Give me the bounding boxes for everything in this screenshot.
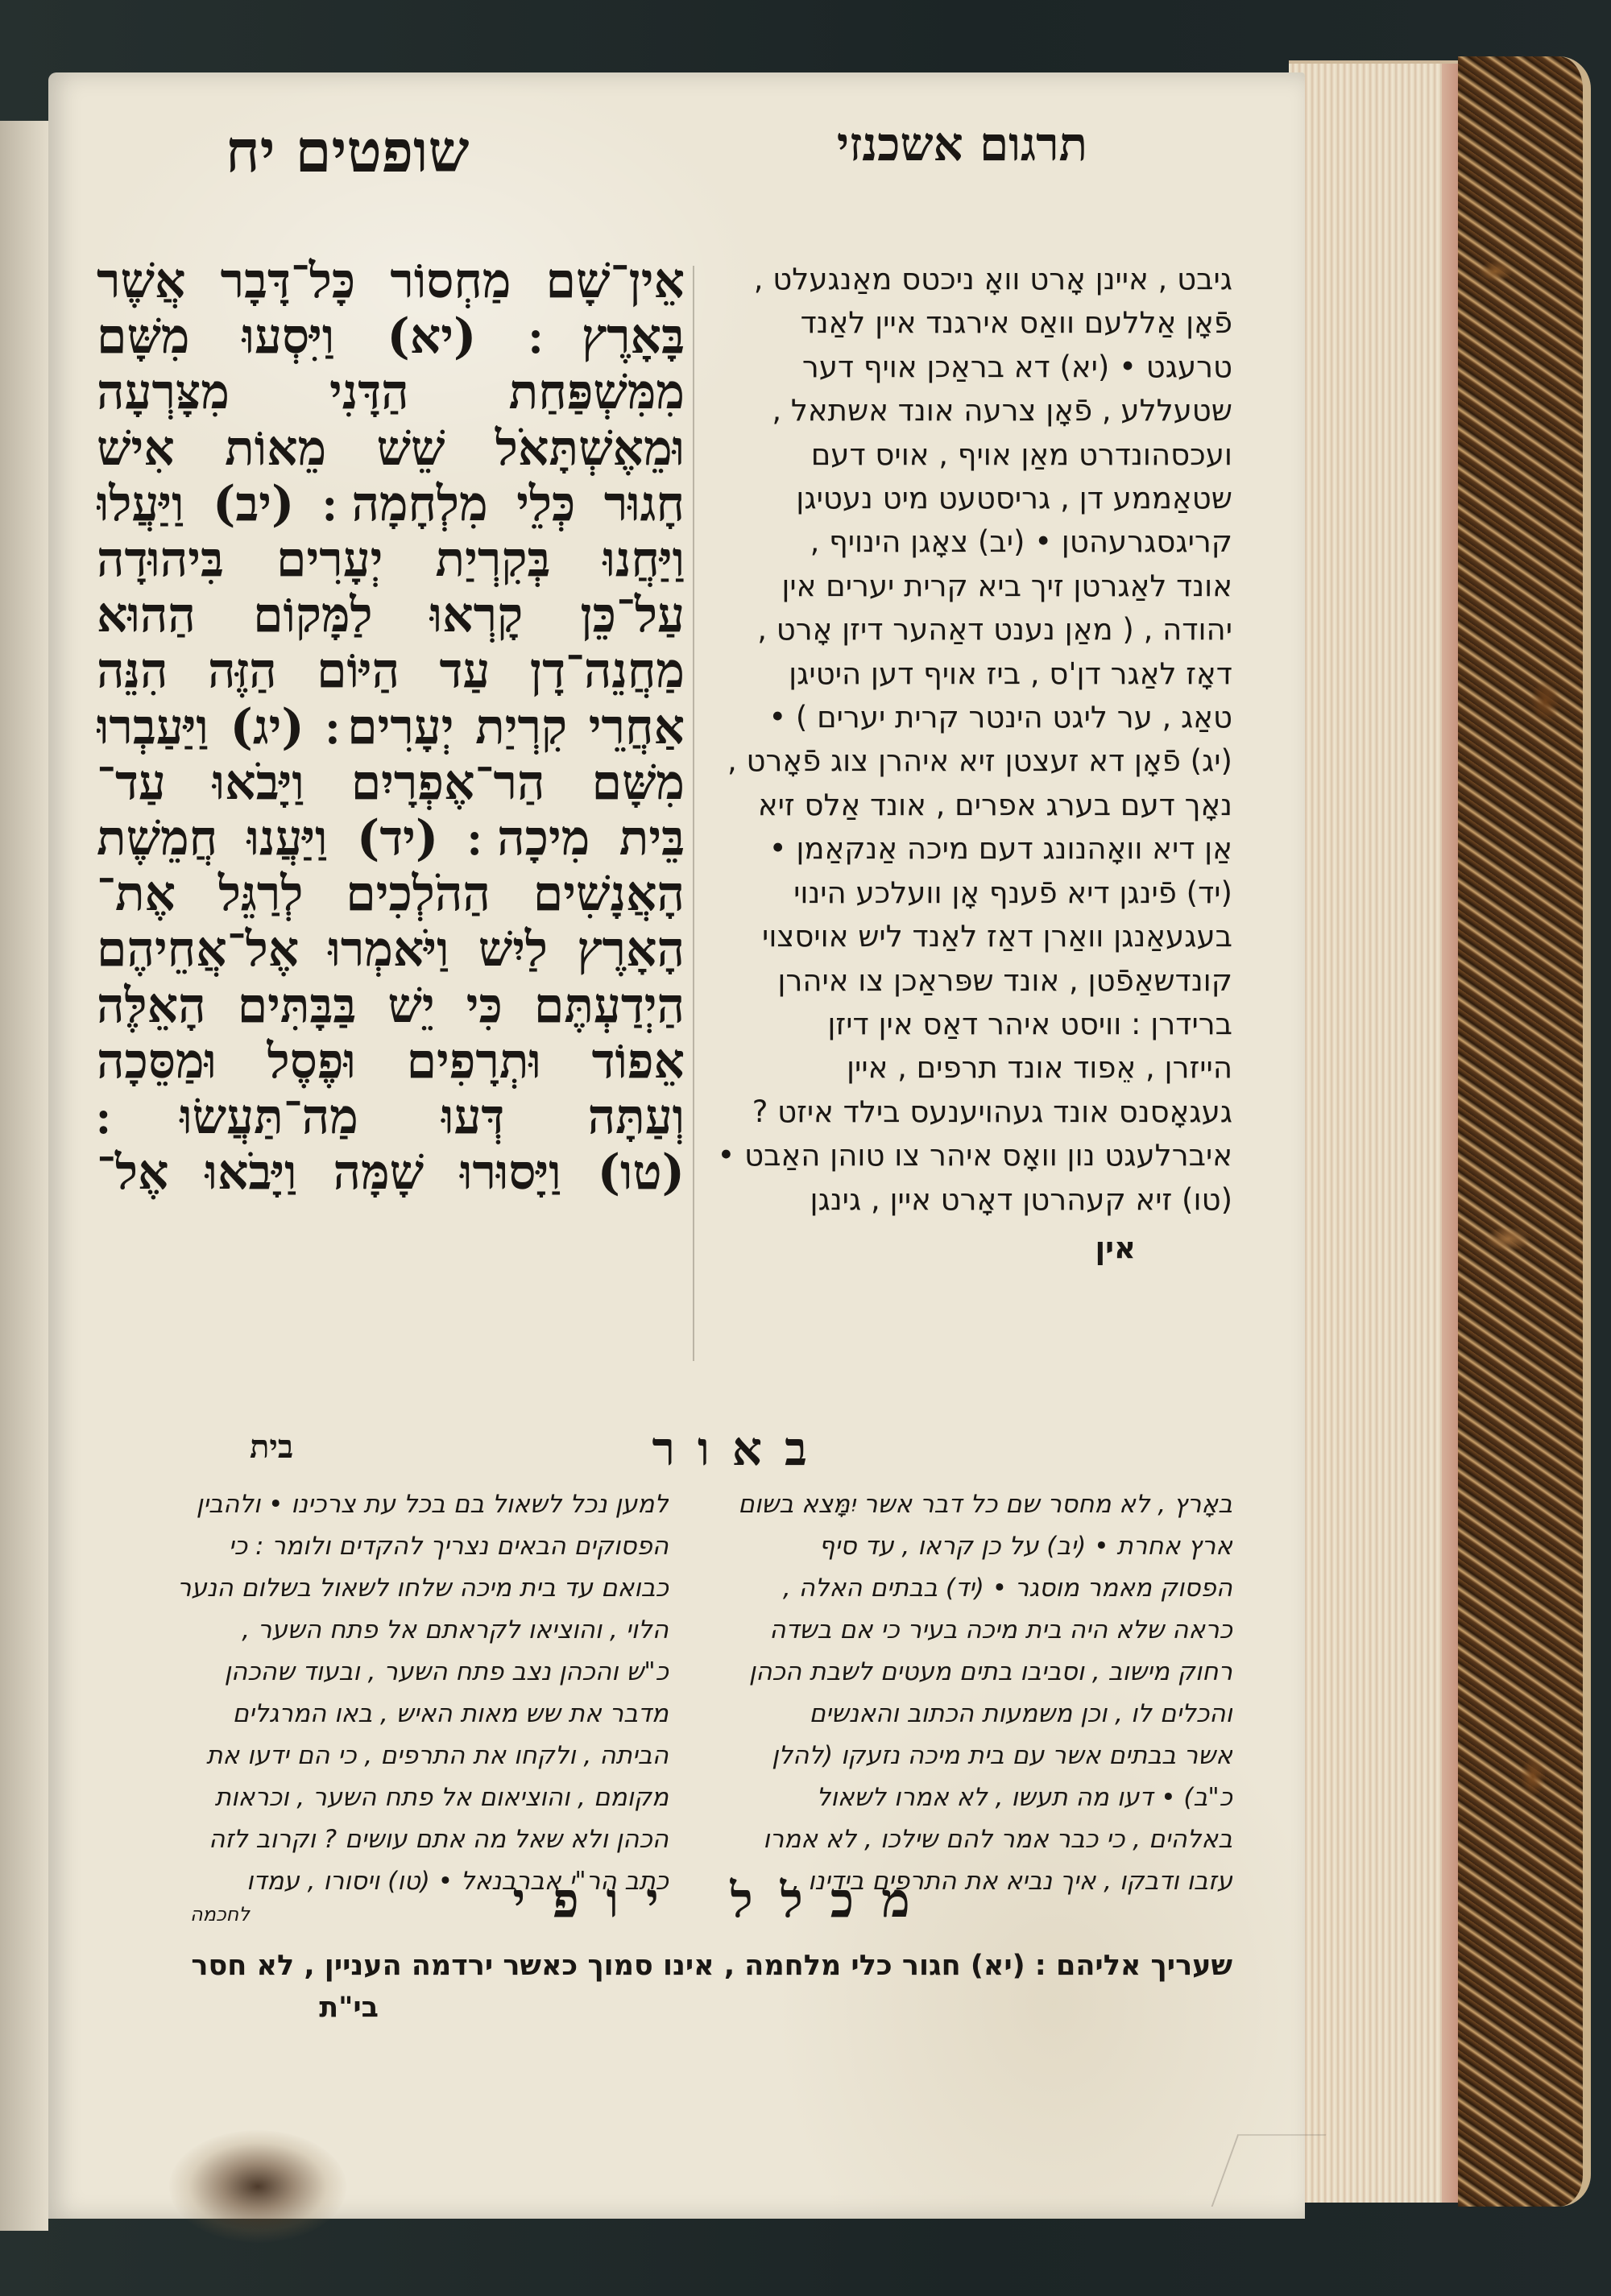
commentary-line: באָרץ , לא מחסר שם כל דבר אשר יִמָּצא בשום [738,1490,1232,1519]
translation-line: (יד) פֿינגן דיא פֿענף אָן וועלכע הינוי [793,875,1232,910]
commentary-line: כראה שלא היה בית מיכה בעיר כי אם בשדה [769,1615,1232,1644]
commentary-line: למען נכל לשאול בם בכל עת צרכינו • ולהבין [196,1490,669,1519]
hebrew-line: וּמֵאֶשְׁתָּאֹל שֵׁשׁ מֵאוֹת אִישׁ [97,420,685,477]
ink-stain [169,2130,346,2243]
hebrew-line: אַחֲרֵי קִרְיַת יְעָרִים ׃ (יג) וַיַּעַבְרוּ [97,699,685,755]
commentary-line: כ"ב) • דעו מה תעשו , לא אמרו לשאול [816,1783,1232,1812]
hebrew-text-column [97,254,685,1201]
hebrew-line: מַחֲנֵה־דָן עַד הַיּוֹם הַזֶּה הִנֵּה [97,643,685,700]
commentary-signature: לחכמה [190,1903,250,1926]
michlal-yofi-title: מכלל יופי [512,1872,938,1929]
translation-line: (טו) זיא קעהרטן דאָרט איין , גינגן [810,1181,1232,1217]
column-divider [693,266,694,1361]
running-header-left: שופטים יח [226,117,470,185]
commentary-line: רחוק מישוב , וסביבו בתים מעטים לשבת הכהן [748,1657,1232,1686]
running-header [97,117,1257,189]
translation-line: גיבט , איינן אָרט וואָ ניכטס מאַנגעלט , [753,262,1232,296]
running-header-right: תרגום אשכנזי [836,117,1087,172]
commentary-catchword: בית [250,1428,294,1466]
commentary-left-column [105,1483,669,1926]
michlal-yofi-text [121,1945,1232,2029]
translation-line: ברידרן : וויסט איהר דאַס אין דיזן [827,1006,1232,1041]
translation-column [677,258,1232,1270]
commentary-line: הפסוקים הבאים נצריך להקדים ולומר : כי [228,1532,669,1561]
commentary-line: מדבר את שש מאות האיש , באו המרגלים [232,1699,669,1728]
translation-line: נאָך דעם בערג אפרים , אונד אַלס זיא [757,787,1232,822]
commentary-line: ארץ אחרת • (יב) על כן קראו , עד סיף [818,1532,1232,1561]
hebrew-line: בָּאָרֶץ ׃ (יא) וַיִּסְעוּ מִשָּׁם [97,309,685,366]
commentary-line: הפסוק מאמר מוסגר • (יד) בבתים האלה , [782,1574,1232,1603]
translation-line: הייזרן , אֵפוד אונד תרפים , איין [846,1050,1232,1086]
translation-line: טרעגט • (יא) דא בראַכן אויף דער [801,349,1232,384]
commentary-line: כ"ש והכהן נצב פתח השער , ובעוד שהכהן [224,1657,669,1686]
hebrew-line: הָאָרֶץ לַיִשׁ וַיֹּאמְרוּ אֶל־אֲחֵיהֶם [97,922,685,978]
hebrew-line: הַיְדַעְתֶּם כִּי יֵשׁ בַּבָּתִּים הָאֵלֶּה [97,978,685,1034]
hebrew-line: בֵּית מִיכָה ׃ (יד) וַיַּעֲנוּ חֲמֵשֶׁת [97,811,685,867]
translation-catchword: אין [1095,1230,1136,1265]
hebrew-line: עַל־כֵּן קָרְאוּ לַמָּקוֹם הַהוּא [97,588,685,644]
book-page [48,72,1305,2219]
translation-line: געגאָסנס אונד געהויענעס בילד איזט ? [752,1094,1232,1129]
commentary-header [97,1421,1232,1478]
commentary-title: באור [652,1421,830,1476]
translation-line: קריגסגרעהטן • (יב) צאָגן הינויף , [810,524,1232,560]
translation-line: אַן דיא וואָהנונג דעם מיכה אַנקאַמן • [768,831,1232,867]
marbled-cover [1458,56,1591,2207]
translation-line: פֿאָן אַללעם וואַס אירגנד איין לאַנד [800,305,1232,341]
hebrew-line: אֵפוֹד וּתְרָפִים וּפֶסֶל וּמַסֵּכָה [97,1033,685,1090]
translation-line: קונדשאַפֿטן , אונד שפּראַכן צו איהרן [777,962,1232,998]
commentary-line: עזבו ודבקו , איך נביא את התרפים בידינו , [792,1867,1232,1896]
translation-line: אונד לאַגרטן זיך ביא קרית יערים אין [781,568,1232,603]
translation-line: שטעללע , פֿאָן צרעה אונד אשתאל , [772,393,1232,428]
michlal-yofi-tail: בי"ת [319,1992,379,2024]
hebrew-line: מִמִּשְׁפַּחַת הַדָּנִי מִצָּרְעָה [97,365,685,421]
commentary-line: הלוי , והוציאו לקראתם אל פתח השער , [242,1615,669,1644]
hebrew-line: אֵין־שָׁם מַחְסוֹר כָּל־דָּבָר אֲשֶׁר [97,254,685,309]
commentary-right-column [677,1483,1232,1902]
translation-line: (יג) פֿאָן דא זעצטן זיא איהרן צוג פֿאָרט , [727,743,1232,779]
commentary-line: אשר בבתים אשר עם בית מיכה נזעקו (להלן [772,1741,1232,1770]
commentary-line: באלהים , כי כבר אמר להם שילכו , לא אמרו [763,1825,1232,1854]
commentary-line: כתב הר"י אברבנאל • (טו) ויסורו , עמדו [246,1867,669,1896]
page-block-edges [1289,60,1474,2203]
translation-line: איברלעגט נון וואָס איהר צו טוהן האַבט • [717,1138,1232,1173]
hebrew-line: וַיַּחֲנוּ בְּקִרְיַת יְעָרִים בִּיהוּדָה [97,532,685,589]
commentary-line: והכלים לו , וכן משמעות הכתוב והאנשים [809,1699,1232,1728]
hebrew-line: מִשָּׁם הַר־אֶפְרָיִם וַיָּבֹאוּ עַד־ [97,755,685,811]
translation-line: טאַג , ער ליגט הינטר קרית יערים ) • [768,700,1232,735]
translation-line: שטאַממע דן , גריסטעט מיט נעטיגן [796,481,1232,516]
hebrew-line: וְעַתָּה דְּעוּ מַה־תַּעֲשׂוּ ׃ [97,1090,685,1146]
previous-page-edge [0,121,48,2231]
translation-line: יהודה , ( מאַן נענט דאַהער דיזן אָרט , [757,612,1232,647]
hebrew-line: הָאֲנָשִׁים הַהֹלְכִים לְרַגֵּל אֶת־ [97,867,685,923]
commentary-line: הביתה , ולקחו את התרפים , כי הם ידעו את [206,1741,669,1770]
translation-line: דאָז לאַגר דן'ס , ביז אויף דען היטיגן [789,656,1232,691]
hebrew-line: חָגוּר כְּלֵי מִלְחָמָה ׃ (יב) וַיַּעֲלוּ [97,476,685,532]
hebrew-line: (טו) וַיָּסוּרוּ שָׁמָּה וַיָּבֹאוּ אֶל־ [97,1145,685,1202]
commentary-line: הכהן ולא שאל מה אתם עושים ? וקרוב לזה [209,1825,669,1854]
commentary-line: מקומם , והוציאום אל פתח השער , וכראות [214,1783,669,1812]
translation-line: בעגעאַנגן וואַרן דאַז לאַנד ליש אויסצוי [762,919,1232,954]
commentary-line: כבואם עד בית מיכה שלחו לשאול בשלום הנער [177,1574,669,1603]
michlal-yofi-line: שעריך אליהם : (יא) חגור כלי מלחמה , אינו סמוך כאשר ירדמה העניין , לא חסר [191,1950,1232,1982]
translation-line: ועכסהונדרט מאַן אויף , אויס דעם [810,436,1232,472]
